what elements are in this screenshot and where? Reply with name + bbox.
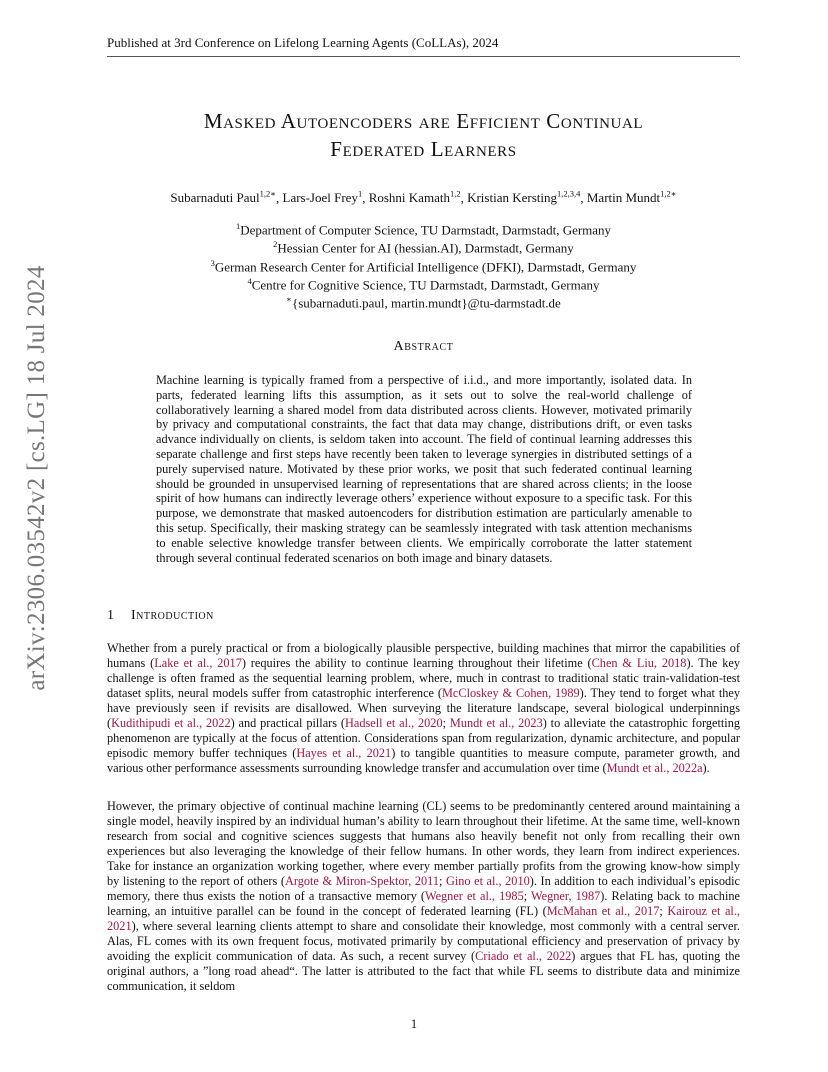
paragraph-text: ) argues that FL has, quoting the original authors, a ”long road ahead“. The latter is attributed to the fact that while FL seems to distribute data and minimize communication, it seldom: [107, 949, 740, 993]
title-line-1: Masked Autoencoders are Efficient Continual: [203, 109, 644, 133]
paragraph-text: ). The key challenge is often framed as the sequential learning problem, where, much in contrast to traditional static train-validation-test dataset splits, neural models suffer from catastrophic interference (: [107, 656, 740, 700]
citation-link[interactable]: Chen & Liu, 2018: [591, 656, 687, 670]
paragraph-text: However, the primary objective of continual machine learning (CL) seems to be predominantly centered around maintaining a single model, heavily inspired by an individual human’s ability to learn throughout their lifetime. At the same time, well-known research from social and cognitive sciences suggests that humans also heavily benefit not only from recalling their own experiences but also leveraging the knowledge of their fellow humans. In other words, they learn from indirect experiences. Take for instance an organization working together, where every member partially profits from the growing know-how simply by listening to the report of others (: [107, 799, 740, 888]
intro-paragraph-1: [107, 641, 740, 776]
paragraph-text: Whether from a purely practical or from a biologically plausible perspective, building machines that mirror the capabilities of humans (: [107, 641, 740, 670]
affiliation: $^4$Centre for Cognitive Science, TU Darmstadt, Darmstadt, Germany: [247, 275, 600, 293]
citation-link[interactable]: Hayes et al., 2021: [296, 746, 392, 760]
abstract-body: Machine learning is typically framed from a perspective of i.i.d., and more importantly, isolated data. In parts, federated learning lifts this assumption, as it sets out to solve the real-world challenge of collaboratively learning a shared model from data distributed across clients. However, motivated primarily by privacy and computational constraints, the fact that data may change, distributions drift, or even tasks advance individually on clients, is seldom taken into account. The field of continual learning addresses this separate challenge and first steps have recently been taken to leverage synergies in distributed settings of a purely supervised nature. Motivated by these prior works, we posit that such federated continual learning should be grounded in unsupervised learning of representations that are shared across clients; in the loose spirit of how humans can indirectly leverage others’ experience without exposure to a specific task. For this purpose, we demonstrate that masked autoencoders for distribution estimation are particularly amenable to this setup. Specifically, their masking strategy can be seamlessly integrated with task attention mechanisms to enable selective knowledge transfer between clients. We empirically corroborate the latter statement through several continual federated scenarios on both image and binary datasets.: [156, 373, 692, 565]
page-number: 1: [410, 1017, 418, 1031]
citation-link[interactable]: Wegner, 1987: [531, 889, 601, 903]
citation-link[interactable]: Lake et al., 2017: [154, 656, 242, 670]
section-heading: [107, 608, 214, 624]
arxiv-stamp: arXiv:2306.03542v2 [cs.LG] 18 Jul 2024: [23, 265, 50, 691]
citation-link[interactable]: McCloskey & Cohen, 1989: [441, 686, 580, 700]
paragraph-text: ). They tend to forget what they have previously seen if revisits are disallowed. When surveying the literature landscape, several biological underpinnings (: [107, 686, 741, 730]
citation-link[interactable]: Wegner et al., 1985: [424, 889, 524, 903]
citation-link[interactable]: Mundt et al., 2022a: [606, 761, 703, 775]
citation-link[interactable]: McMahan et al., 2017: [546, 904, 660, 918]
affiliation: $^1$Department of Computer Science, TU Darmstadt, Darmstadt, Germany: [235, 221, 612, 238]
section-title: Introduction: [131, 608, 214, 623]
author: Subarnaduti Paul$^{1,2∗}$: [170, 189, 276, 206]
citation-link[interactable]: Hadsell et al., 2020: [345, 716, 443, 730]
citation-link[interactable]: Kudithipudi et al., 2022: [111, 716, 231, 730]
paragraph-text: ) to alleviate the catastrophic forgetting phenomenon are typically at the focus of attention. Considerations span from regularization, dynamic architecture, and popular episodic memory buffer techniques (: [107, 716, 740, 760]
contact-email: ∗{subarnaduti.paul, martin.mundt}@tu-darmstadt.de: [286, 294, 561, 311]
paragraph-text: ). Relating back to machine learning, an intuitive parallel can be found in the concept of federated learning (FL) (: [107, 889, 740, 918]
abstract-heading: Abstract: [393, 339, 454, 354]
citation-link[interactable]: Kairouz et al., 2021: [107, 904, 740, 933]
paragraph-text: ;: [659, 904, 668, 918]
author: Martin Mundt$^{1,2∗}$: [586, 189, 677, 206]
paragraph-text: ) and practical pillars (: [230, 716, 345, 730]
citation-link[interactable]: Gino et al., 2010: [445, 874, 530, 888]
citation-link[interactable]: Argote & Miron-Spektor, 2011: [284, 874, 439, 888]
paper-title: [107, 107, 740, 163]
paragraph-text: ) requires the ability to continue learning throughout their lifetime (: [241, 656, 592, 670]
paragraph-text: ;: [523, 889, 532, 903]
author-list: Subarnaduti Paul$^{1,2∗}$, Lars-Joel Frey$^1$, Roshni Kamath$^{1,2}$, Kristian Kersting$^{1,2,3,4}$, Martin Mundt$^{1,2∗}$: [170, 189, 677, 206]
author: Lars-Joel Frey$^1$: [282, 189, 363, 206]
paragraph-text: ) to tangible quantities to measure compute, parameter growth, and various other performance assessments surrounding knowledge transfer and accumulation over time (: [107, 746, 740, 775]
citation-link[interactable]: Criado et al., 2022: [475, 949, 572, 963]
affiliation: $^2$Hessian Center for AI (hessian.AI), Darmstadt, Germany: [273, 239, 574, 256]
citation-link[interactable]: Mundt et al., 2023: [449, 716, 543, 730]
affiliation: $^3$German Research Center for Artificial Intelligence (DFKI), Darmstadt, Germany: [210, 257, 637, 274]
paragraph-text: ;: [442, 716, 450, 730]
intro-paragraph-2: [107, 799, 740, 994]
paragraph-text: ), where several learning clients attempt to share and consolidate their knowledge, most commonly with a central server. Alas, FL comes with its own frequent focus, motivated primarily by computational efficiency and preservation of privacy by avoiding the explicit communication of data. As such, a recent survey (: [107, 919, 740, 963]
paragraph-text: ).: [702, 761, 710, 775]
author: Kristian Kersting$^{1,2,3,4}$: [467, 189, 581, 206]
paragraph-text: ;: [438, 874, 446, 888]
running-header: Published at 3rd Conference on Lifelong Learning Agents (CoLLAs), 2024: [107, 35, 740, 57]
title-line-2: Federated Learners: [330, 137, 517, 161]
author: Roshni Kamath$^{1,2}$: [368, 189, 461, 206]
section-number: 1: [107, 608, 114, 623]
paragraph-text: ). In addition to each individual’s episodic memory, there thus exists the notion of a transactive memory (: [107, 874, 740, 903]
affiliation-list: [107, 219, 740, 311]
